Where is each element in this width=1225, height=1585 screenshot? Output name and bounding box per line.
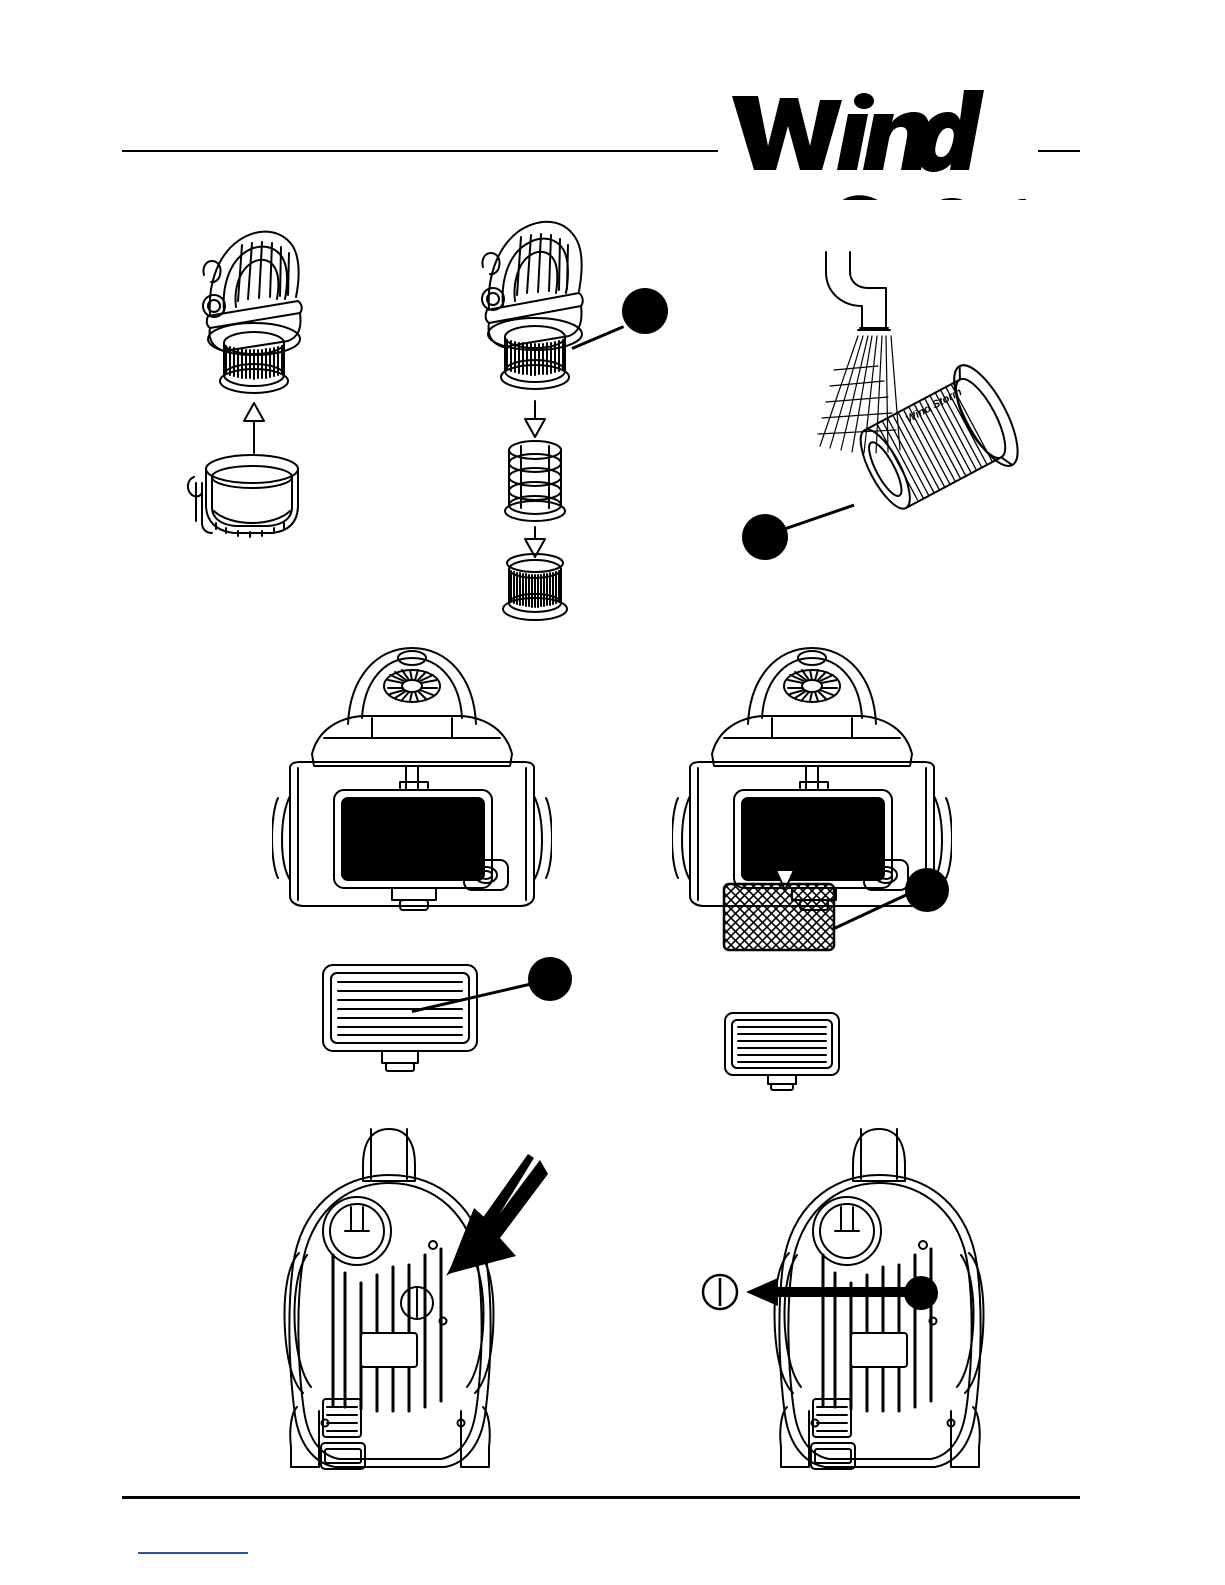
figure-exhaust-grille-left [320, 962, 480, 1074]
filter-brand-text: Wind Storm [904, 386, 965, 426]
screw-location-arrow [430, 1152, 550, 1282]
figure-cyclone-filter-assembly [465, 205, 615, 625]
figure-dust-cup-removal [180, 215, 360, 545]
callout-dot [528, 957, 572, 1001]
screw-removal-arrow [700, 1262, 920, 1322]
callout-dot [905, 868, 949, 912]
callout-dot [742, 514, 788, 560]
footer-link-underline[interactable] [138, 1552, 248, 1554]
brand-logo [718, 88, 1038, 200]
callout-dot [622, 288, 668, 334]
figure-vacuum-rear-left [272, 638, 552, 928]
figure-hepa-filter-rinse [800, 250, 1040, 550]
figure-foam-filter [722, 882, 836, 952]
figure-exhaust-grille-right [722, 1010, 842, 1092]
footer-divider [122, 1496, 1080, 1499]
